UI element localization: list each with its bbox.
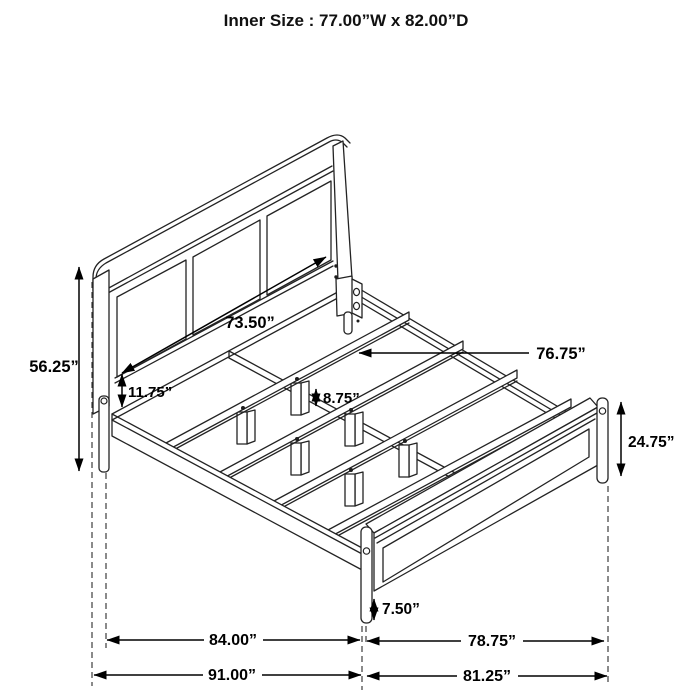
- dimension-label-support-leg-height: 8.75”: [323, 390, 360, 407]
- dimension-label-headboard-height: 56.25”: [29, 358, 79, 376]
- diagram-title: Inner Size : 77.00”W x 82.00”D: [223, 11, 469, 30]
- support-leg: [291, 381, 309, 415]
- dimension-label-side-rail-depth: 78.75”: [467, 633, 517, 650]
- headboard-panel-right: [267, 181, 331, 295]
- support-leg: [237, 410, 255, 444]
- footboard-right-post: [597, 398, 608, 483]
- footboard-left-post: [361, 527, 372, 623]
- dimension-footboard-ground-clearance: [374, 599, 420, 620]
- dimension-label-footboard-height: 24.75”: [628, 434, 675, 451]
- dimension-label-headboard-bottom-clearance: 11.75”: [128, 384, 173, 401]
- dimension-overall-depth-left: [94, 666, 361, 684]
- headboard-left-post: [93, 270, 109, 472]
- dimension-label-headboard-width: 73.50”: [225, 314, 275, 332]
- dimension-label-slat-frame-length: 76.75”: [536, 345, 586, 363]
- headboard-right-post: [333, 141, 362, 334]
- support-leg: [399, 443, 417, 477]
- dimension-inner-frame-depth: [107, 631, 360, 649]
- dimension-support-leg-height: [316, 389, 360, 407]
- support-leg: [291, 441, 309, 475]
- dimension-headboard-height: [29, 267, 79, 471]
- dimension-label-overall-depth-left: 91.00”: [207, 667, 257, 684]
- dimension-footboard-height: [621, 402, 675, 476]
- rail-bracket: [352, 279, 362, 318]
- dimension-overall-depth-right: [367, 667, 607, 685]
- support-leg: [345, 472, 363, 506]
- dimension-label-footboard-ground-clearance: 7.50”: [382, 601, 420, 618]
- dimension-label-inner-frame-depth: 84.00”: [208, 632, 258, 649]
- dimension-label-overall-depth-right: 81.25”: [462, 668, 512, 685]
- support-leg: [345, 412, 363, 446]
- dimension-headboard-bottom-clearance: [122, 374, 172, 407]
- dimension-side-rail-depth: [367, 632, 604, 650]
- slat: [166, 312, 409, 454]
- slat: [220, 341, 463, 483]
- footboard: [361, 398, 608, 623]
